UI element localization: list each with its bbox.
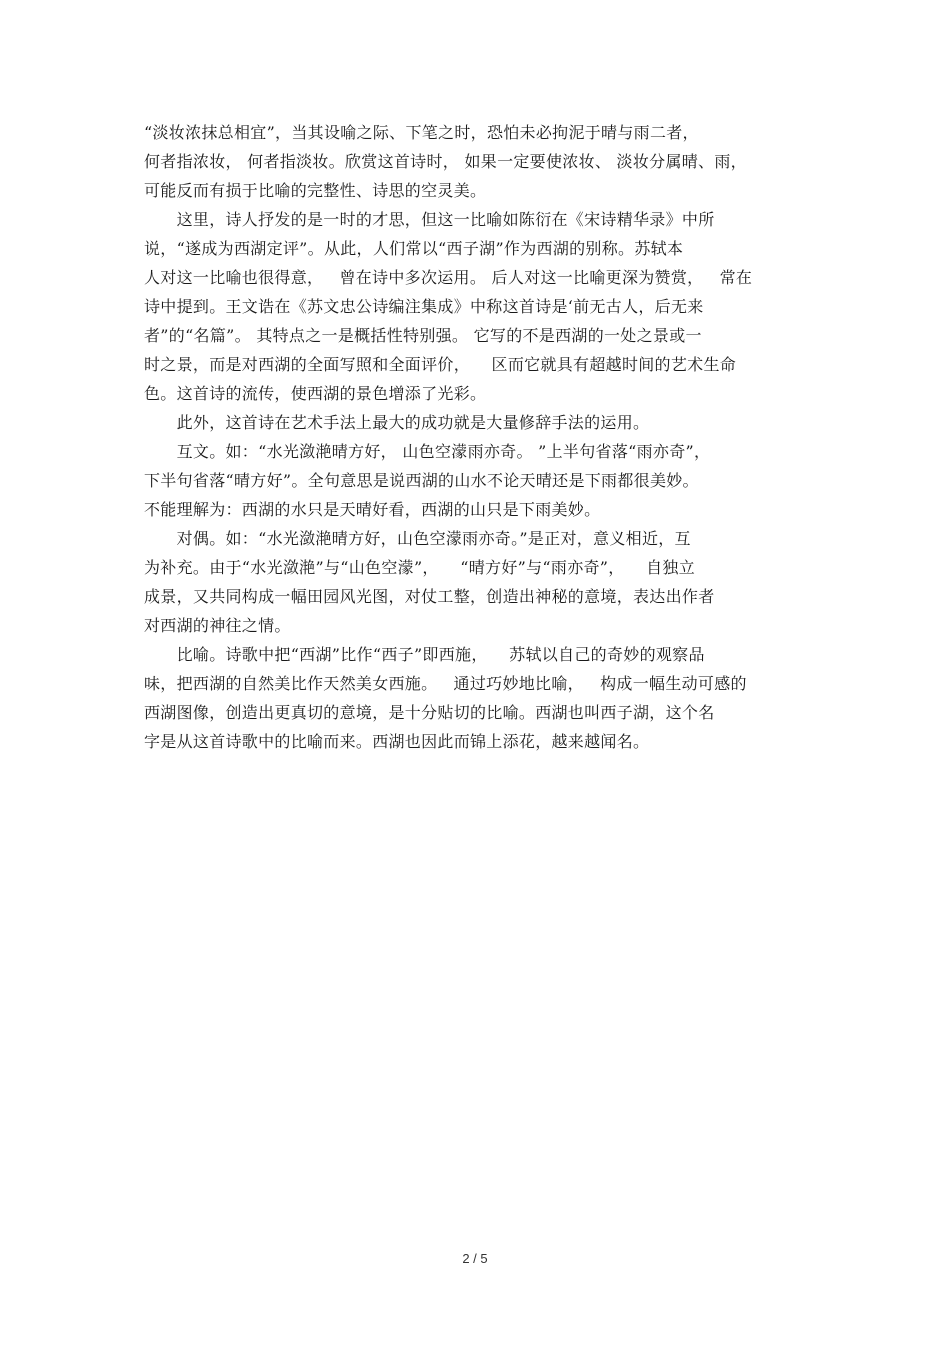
text-line: 味，把西湖的自然美比作天然美女西施。 通过巧妙地比喻， 构成一幅生动可感的	[144, 674, 747, 693]
text-line: 诗中提到。王文诰在《苏文忠公诗编注集成》中称这首诗是‘前无古人，后无来	[144, 297, 704, 316]
text-line: 不能理解为：西湖的水只是天晴好看，西湖的山只是下雨美妙。	[144, 500, 601, 519]
text-line: 这里，诗人抒发的是一时的才思，但这一比喻如陈衍在《宋诗精华录》中所	[144, 210, 715, 229]
text-line: 对偶。如：“水光潋滟晴方好，山色空濛雨亦奇。”是正对，意义相近，互	[144, 529, 691, 548]
text-line: 说，“遂成为西湖定评”。从此，人们常以“西子湖”作为西湖的别称。苏轼本	[144, 239, 684, 258]
text-line: 可能反而有损于比喻的完整性、诗思的空灵美。	[144, 181, 487, 200]
text-line: 互文。如：“水光潋滟晴方好， 山色空濛雨亦奇。 ”上半句省落“雨亦奇”，	[144, 442, 711, 461]
text-line: 下半句省落“晴方好”。全句意思是说西湖的山水不论天晴还是下雨都很美妙。	[144, 471, 699, 490]
text-line: 者”的“名篇”。 其特点之一是概括性特别强。 它写的不是西湖的一处之景或一	[144, 326, 702, 345]
text-line: 成景，又共同构成一幅田园风光图，对仗工整，创造出神秘的意境，表达出作者	[144, 587, 715, 606]
text-line: 时之景，而是对西湖的全面写照和全面评价， 区而它就具有超越时间的艺术生命	[144, 355, 737, 374]
text-line: 何者指浓妆， 何者指淡妆。欣赏这首诗时， 如果一定要使浓妆、 淡妆分属晴、雨，	[144, 152, 747, 171]
body-text	[144, 118, 814, 756]
text-line: 人对这一比喻也很得意， 曾在诗中多次运用。 后人对这一比喻更深为赞赏， 常在	[144, 268, 753, 287]
text-line: 此外，这首诗在艺术手法上最大的成功就是大量修辞手法的运用。	[144, 413, 650, 432]
text-line: “淡妆浓抹总相宜”，当其设喻之际、下笔之时，恐怕未必拘泥于晴与雨二者，	[144, 123, 699, 142]
text-line: 色。这首诗的流传，使西湖的景色增添了光彩。	[144, 384, 487, 403]
text-line: 比喻。诗歌中把“西湖”比作“西子”即西施， 苏轼以自己的奇妙的观察品	[144, 645, 705, 664]
page-number: 2 / 5	[462, 1251, 488, 1266]
text-line: 为补充。由于“水光潋滟”与“山色空濛”， “晴方好”与“雨亦奇”， 自独立	[144, 558, 696, 577]
text-line: 字是从这首诗歌中的比喻而来。西湖也因此而锦上添花，越来越闻名。	[144, 732, 650, 751]
text-line: 对西湖的神往之情。	[144, 616, 291, 635]
text-line: 西湖图像，创造出更真切的意境，是十分贴切的比喻。西湖也叫西子湖，这个名	[144, 703, 715, 722]
